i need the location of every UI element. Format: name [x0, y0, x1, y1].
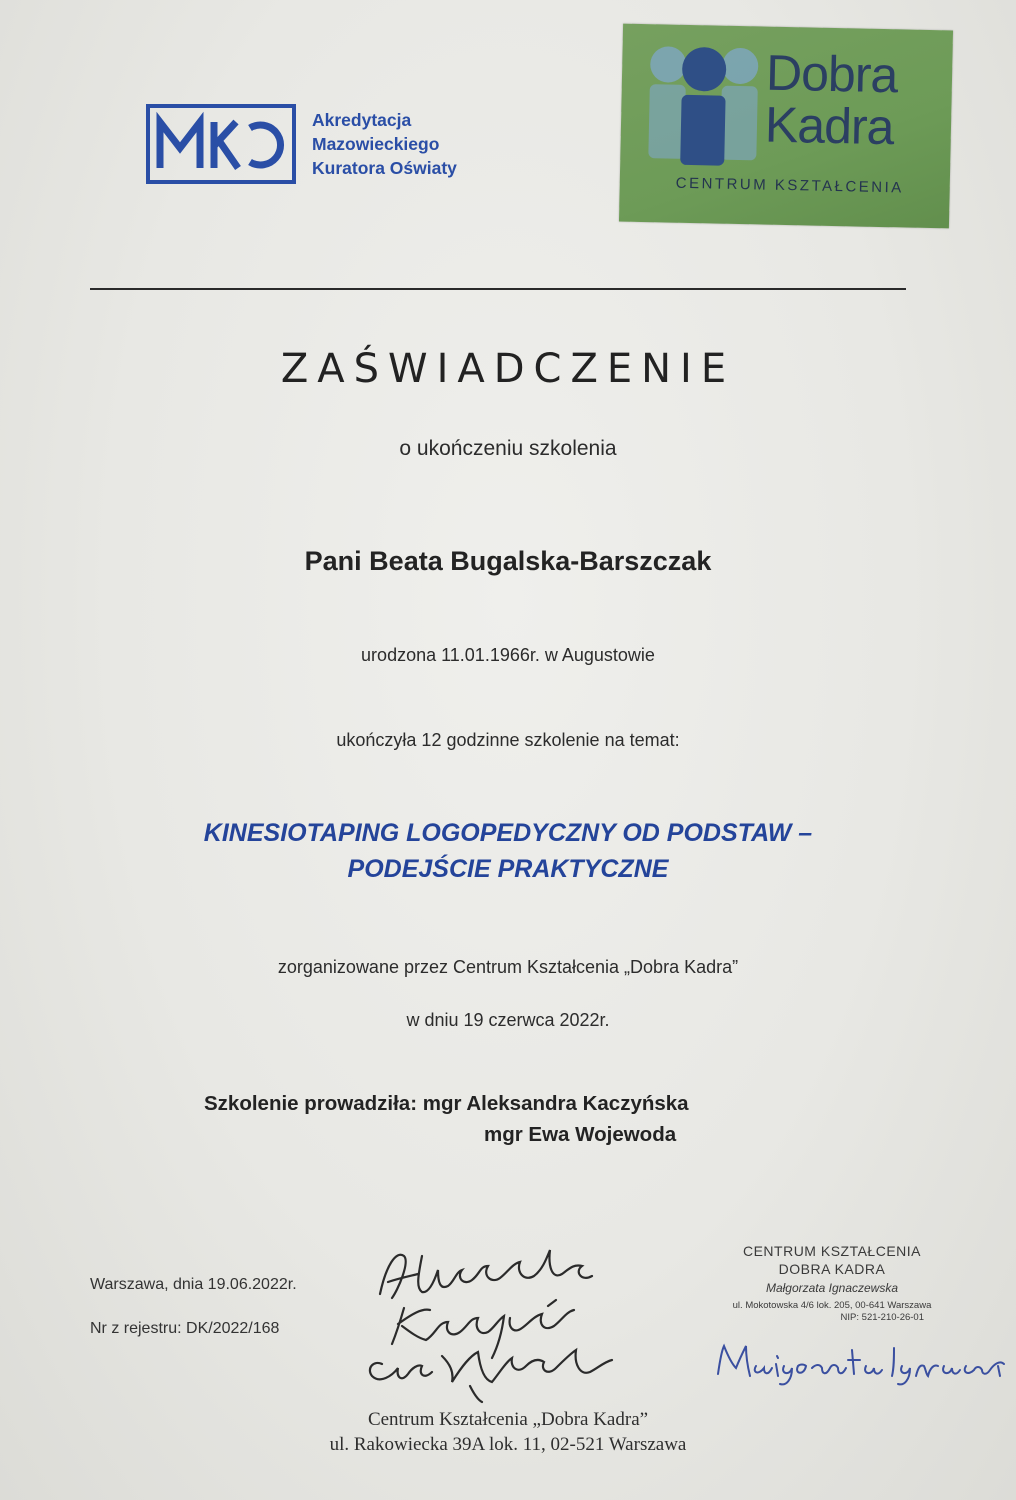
dobra-kadra-logo	[619, 24, 953, 229]
trainer-signatures	[352, 1236, 622, 1406]
footer-address: ul. Rakowiecka 39A lok. 11, 02-521 Warszawa	[329, 1434, 687, 1455]
training-date: w dniu 19 czerwca 2022r.	[406, 1010, 610, 1030]
stamp-line: DOBRA KADRA	[778, 1261, 886, 1277]
stamp-line: NIP: 521-210-26-01	[840, 1312, 924, 1323]
place-date: Warszawa, dnia 19.06.2022r.	[90, 1276, 297, 1293]
organizer-info: zorganizowane przez Centrum Kształcenia „Dobra Kadra”	[277, 957, 739, 977]
birth-info: urodzona 11.01.1966r. w Augustowie	[361, 645, 655, 665]
dk-title-line: Kadra	[764, 96, 895, 156]
organization-stamp	[700, 1243, 964, 1323]
training-topic-line: PODEJŚCIE PRAKTYCZNE	[347, 855, 669, 883]
footer-organization: Centrum Kształcenia „Dobra Kadra”	[367, 1409, 649, 1430]
stamp-line: CENTRUM KSZTAŁCENIA	[742, 1243, 922, 1259]
trainers-label: Szkolenie prowadziła: mgr Aleksandra Kaczyńska	[204, 1092, 689, 1115]
mko-line: Akredytacja	[312, 110, 412, 130]
certificate-title: ZAŚWIADCZENIE	[280, 346, 736, 392]
registry-number: Nr z rejestru: DK/2022/168	[90, 1320, 280, 1337]
mko-line: Kuratora Oświaty	[312, 158, 457, 178]
stamp-line: Małgorzata Ignaczewska	[765, 1281, 899, 1295]
mko-accreditation-text	[312, 108, 542, 180]
mko-logo	[146, 104, 296, 184]
dobra-kadra-subtitle: CENTRUM KSZTAŁCENIA	[675, 174, 904, 197]
people-icon	[636, 38, 771, 171]
completion-info: ukończyła 12 godzinne szkolenie na temat:	[336, 730, 680, 750]
training-topic-line: KINESIOTAPING LOGOPEDYCZNY OD PODSTAW –	[203, 819, 813, 847]
stamp-line: ul. Mokotowska 4/6 lok. 205, 00-641 Warszawa	[732, 1300, 932, 1311]
dobra-kadra-title	[764, 44, 956, 156]
mko-line: Mazowieckiego	[312, 134, 440, 154]
certificate-subtitle: o ukończeniu szkolenia	[399, 437, 617, 460]
director-signature	[712, 1338, 1012, 1388]
mko-logo-mark	[150, 108, 292, 180]
header-divider	[90, 288, 906, 290]
recipient-name: Pani Beata Bugalska-Barszczak	[304, 546, 712, 576]
trainer-second: mgr Ewa Wojewoda	[484, 1123, 677, 1146]
dk-title-line: Dobra	[765, 44, 898, 104]
